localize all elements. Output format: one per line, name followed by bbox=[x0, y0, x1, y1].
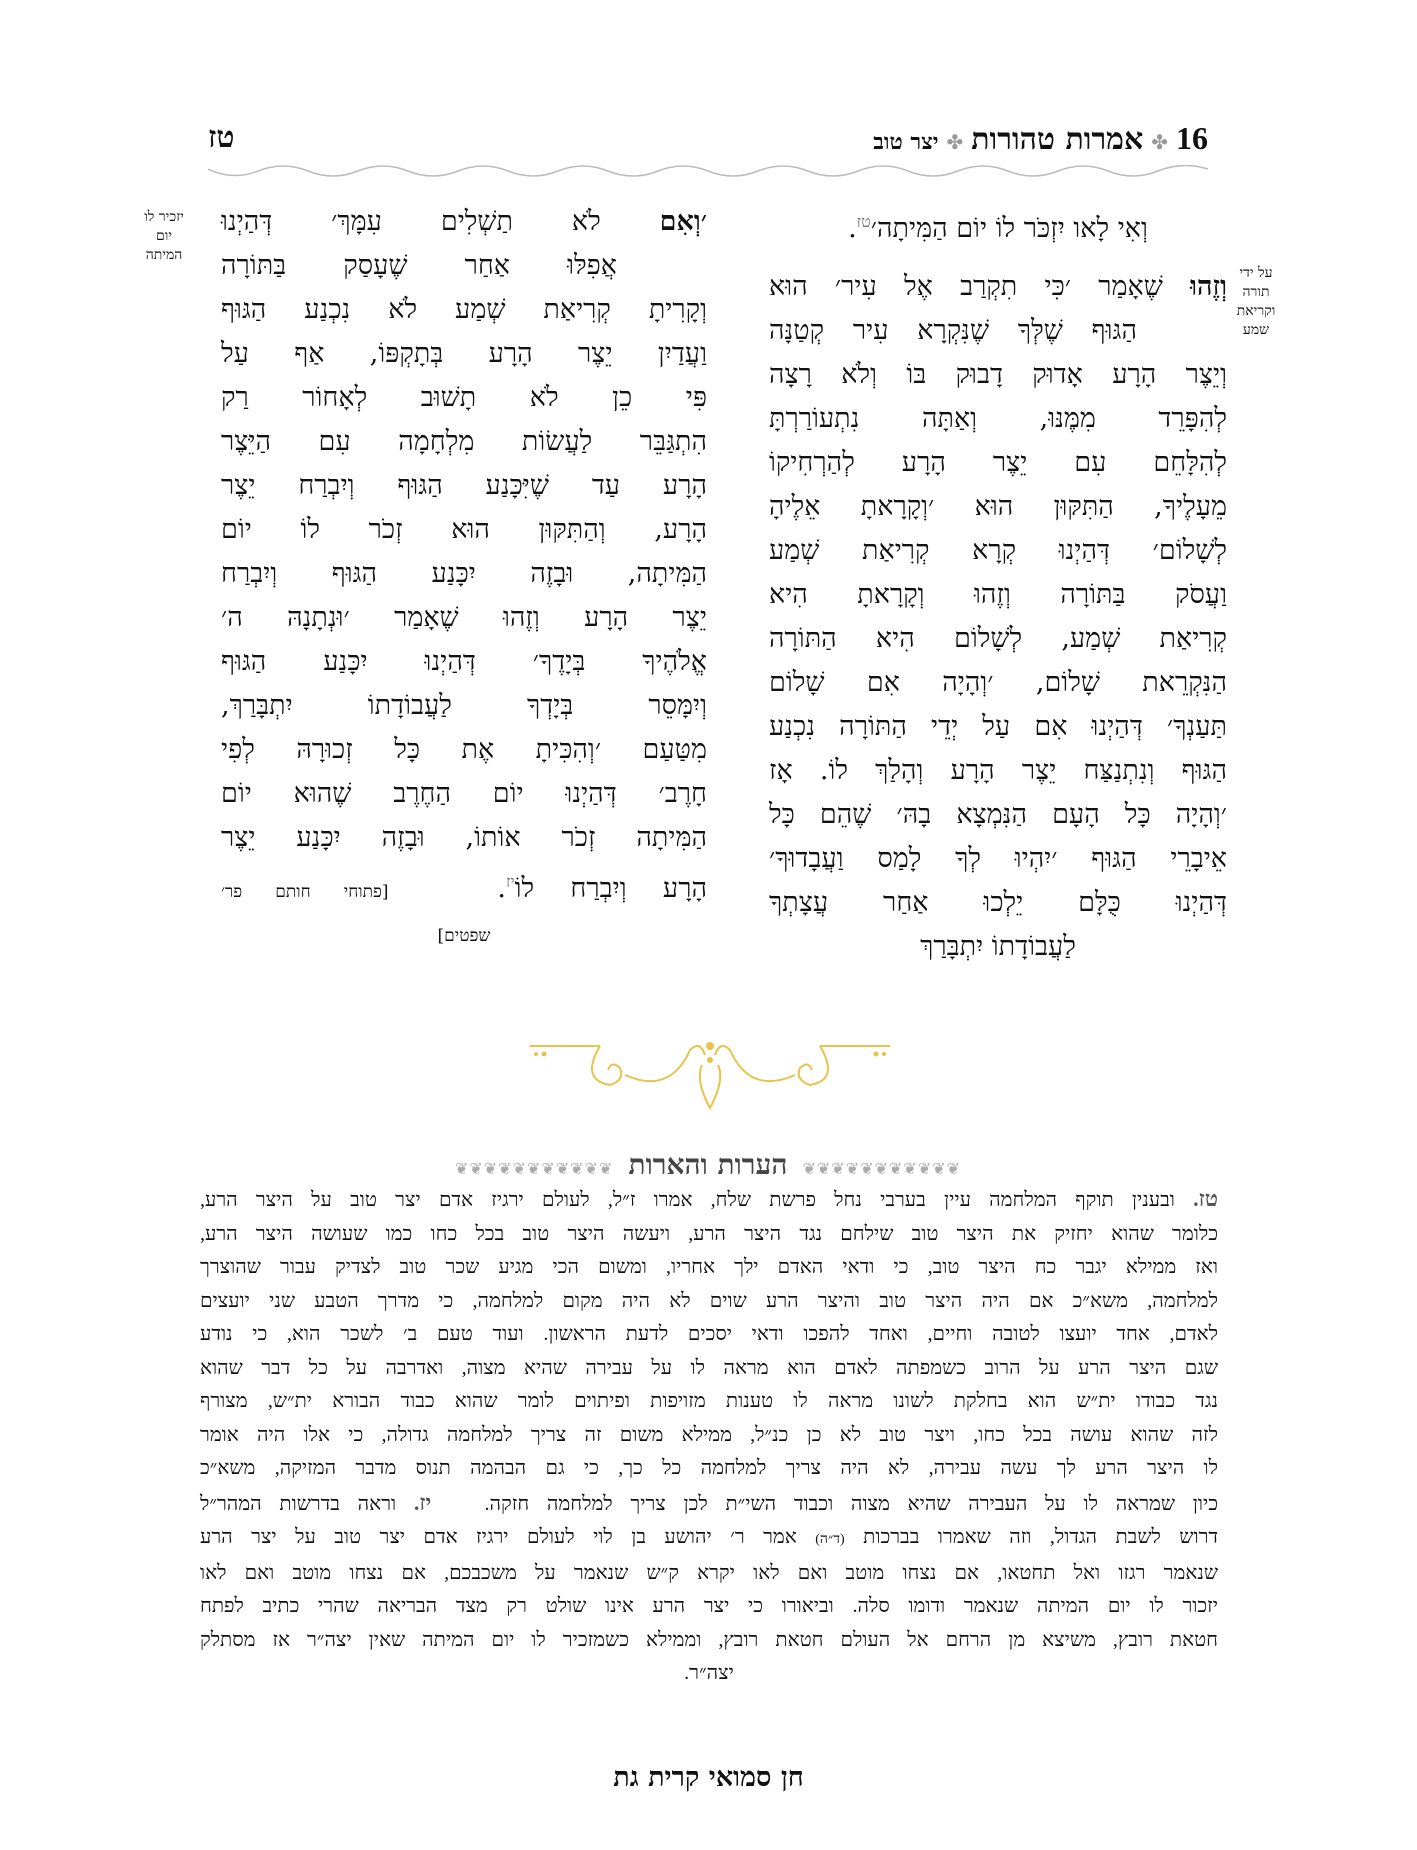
text-line: הַגּוּף שֶׁלְּךָ שֶׁנִּקְרָא עִיר קְטַנָּה bbox=[769, 315, 1137, 346]
text-line: הַמִּיתָה זְכֹר אוֹתוֹ, וּבָזֶה יִכָּנַע יֵצֶר bbox=[221, 822, 707, 853]
text-line: הָרָע וְיִבְרַח לוֹ$^{יז}$. [פתוחי חותם פר׳ bbox=[221, 872, 707, 904]
text-line: אֱלֹהֶיךָ בְּיָדֶךָ׳ דְּהַיְנוּ יִכָּנַע הַגּוּף bbox=[221, 646, 707, 677]
note-line bbox=[200, 1486, 1218, 1522]
text-line: לְשָׁלוֹם׳ דְּהַיְנוּ קְרָא קְרִיאַת שְׁמַע bbox=[769, 535, 1227, 566]
book-title: אמרות טהורות bbox=[971, 122, 1144, 157]
page-footer: חן סמואי קרית גת bbox=[613, 1762, 804, 1793]
footnote-marker: יז bbox=[505, 872, 515, 891]
note-marker: טז. bbox=[1193, 1186, 1219, 1211]
text-line: דְּהַיְנוּ כֻּלָּם יֵלְכוּ אַחַר עֲצָתְךָ bbox=[769, 887, 1227, 918]
note-text: דרוש לשבת הגדול, וזה שאמרו בברכות bbox=[863, 1526, 1219, 1548]
note-line: ואז ממילא יגבר כח היצר טוב, כי ודאי האדם ילך אחריו, ומשום הכי מגיע שכר טוב לצדיק עבור שהוצרך bbox=[200, 1256, 1218, 1278]
text-line: לַעֲבוֹדָתוֹ יִתְבָּרַךְ bbox=[920, 931, 1076, 962]
text-line bbox=[769, 265, 1227, 309]
text-line: הַמִּיתָה, וּבָזֶה יִכָּנַע הַגּוּף וְיִבְרַח bbox=[221, 558, 707, 589]
text-line: לְהִלָּחֵם עִם יֵצֶר הָרָע לְהַרְחִיקוֹ bbox=[769, 447, 1227, 478]
note-line: נגד כבודו ית״ש הוא בחלקת לשונו מראה לו טענות מזויפות ופיתוים לומר שהוא כבוד הבורא ית״ש, מצורף bbox=[200, 1390, 1218, 1412]
lead-word: וְזֶהוּ bbox=[1190, 271, 1227, 302]
text-line: לְהִפָּרֵד מִמֶּנּוּ, וְאַתָּה נִתְעוֹרַרְתָּ bbox=[769, 403, 1227, 434]
text-line: מִטַּעַם ׳וְהִכִּיתָ אֶת כָּל זְכוּרָהּ לְפִי bbox=[221, 734, 707, 765]
text-line: אֵיבָרֵי הַגּוּף ׳יִהְיוּ לְךָ לָמַס וַעֲבָדוּךָ׳ bbox=[769, 843, 1227, 874]
line-text: שֶׁאָמַר ׳כִּי תִקְרַב אֶל עִיר׳ הוּא bbox=[769, 271, 1163, 302]
text-line: הָרָע עַד שֶׁיִּכָּנַע הַגּוּף וְיִבְרַח יֵצֶר bbox=[221, 470, 707, 501]
text-line: פִּי כֵן לֹא תָשׁוּב לְאָחוֹר רַק bbox=[221, 382, 707, 413]
note-marker: יז. bbox=[413, 1489, 432, 1515]
note-line: למלחמה, משא״כ אם היה היצר טוב והיצר הרע שוים לא היה מקום למלחמה, כי מדרך הטבע שני יועצים bbox=[200, 1289, 1218, 1312]
footnote-marker: טז bbox=[856, 212, 871, 231]
note-line: חטאת רובץ, משיצא מן הרחם אל העולם חטאת רובץ, וממילא כשמזכיר לו יום המיתה שאין יצה״ר אז מסתלק bbox=[200, 1628, 1218, 1651]
text-line bbox=[221, 200, 707, 244]
note-line bbox=[200, 1182, 1218, 1218]
opening-text: וְאִי לָאו יִזְכֹּר לוֹ יוֹם הַמִּיתָה׳ bbox=[870, 213, 1148, 244]
note-line: לו היצר הרע לך עשה עבירה, לא היה צריך למלחמה כל כך, כי גם הבהמה תנוס מדבר המזיקה, משא״כ bbox=[200, 1457, 1218, 1479]
text-line: קְרִיאַת שְׁמַע, לְשָׁלוֹם הִיא הַתּוֹרָה bbox=[769, 623, 1227, 654]
note-line: יזכור לו יום המיתה שנאמר ודומו סלה. וביאורו כי יצר הרע אינו שולט רק מצד הבריאה שהרי כתיב לפתח bbox=[200, 1595, 1218, 1617]
fleuron-icon: ✤ bbox=[946, 130, 964, 154]
note-line: שגם היצר הרע על הרוב כשמפתה לאדם הוא מראה לו על עבירה שהיא מצוה, ואדרבה על כל דבר שהוא bbox=[200, 1356, 1218, 1379]
page-header bbox=[208, 120, 1208, 170]
page-number: 16 bbox=[1176, 120, 1208, 156]
text-line: אֲפִלּוּ אַחַר שֶׁעָסַק בַּתּוֹרָה bbox=[221, 250, 617, 281]
section-title: יצר טוב bbox=[873, 129, 939, 155]
header-scroll-rule bbox=[208, 165, 1208, 181]
text-line: וַעֲדַיִן יֵצֶר הָרָע בְּתָקְפּוֹ, אַף עַל bbox=[221, 338, 707, 369]
note-text: כיון שמראה לו על העבירה שהיא מצוה וכבוד השי״ת לכן צריך למלחמה חזקה. bbox=[484, 1492, 1219, 1515]
text-line: חָרֶב׳ דְּהַיְנוּ יוֹם הַחֶרֶב שֶׁהוּא יוֹם bbox=[221, 778, 707, 809]
running-title bbox=[873, 120, 1208, 157]
margin-note-line: תורה bbox=[1242, 284, 1270, 300]
note-line: לאדם, אחד יועצו לטובה וחיים, ואחד להפכו ודאי יסכים לדעת הראשון. ועוד טעם ב׳ לשכר הוא, כי נודע bbox=[200, 1323, 1218, 1345]
left-column bbox=[221, 200, 707, 958]
fleuron-icon: ✤ bbox=[1151, 130, 1168, 154]
text-line: יֵצֶר הָרָע וְזֶהוּ שֶׁאָמַר ׳וּנְתָנָהּ ה׳ bbox=[221, 602, 707, 633]
text-line: וְיִמָּסֵר בְּיָדְךָ לַעֲבוֹדָתוֹ יִתְבָּרַךְ, bbox=[221, 690, 707, 721]
note-line: יצה״ר. bbox=[684, 1662, 734, 1684]
text-line: הָרָע, וְהַתִּקּוּן הוּא זְכֹר לוֹ יוֹם bbox=[221, 514, 707, 545]
note-text: אמר ר׳ יהושע בן לוי לעולם ירגיז אדם יצר טוב על יצר הרע bbox=[200, 1526, 797, 1548]
notes-title: הערות והארות bbox=[628, 1148, 788, 1181]
text-line: וַעֲסֹק בַּתּוֹרָה וְזֶהוּ וְקָרָאתָ הִיא bbox=[769, 579, 1227, 610]
margin-note-left bbox=[129, 208, 199, 265]
text-line: וְיֵצֶר הָרָע אָדוּק דָבוּק בּוֹ וְלֹא רָצָה bbox=[769, 359, 1227, 390]
ornament-divider-icon: ❦❦❦❦❦❦❦❦❦❦❦ bbox=[454, 1159, 614, 1178]
line-text: הָרָע וְיִבְרַח לוֹ bbox=[514, 873, 707, 904]
margin-note-line: וקריאת bbox=[1236, 303, 1276, 319]
opening-line: וְאִי לָאו יִזְכֹּר לוֹ יוֹם הַמִּיתָה׳$^{טז}$. bbox=[848, 212, 1148, 244]
note-text: וראה בדרשות המהר״ל bbox=[200, 1492, 397, 1515]
note-line: כלומר שהוא יחזיק את היצר טוב שילחם נגד היצר הרע, ויעשה היצר טוב בכל כחו כמו שעושה היצר הרע, bbox=[200, 1222, 1218, 1245]
right-column bbox=[769, 200, 1227, 969]
margin-note-line: על ידי bbox=[1239, 265, 1273, 281]
margin-note-line: יזכיר לו bbox=[144, 209, 184, 225]
text-line: הַגּוּף וְנִתְנַצַּח יֵצֶר הָרָע וְהָלַךְ לוֹ. אָז bbox=[769, 755, 1227, 786]
text-line: מֵעָלֶיךָ, הַתִּקּוּן הוּא ׳וְקָרָאתָ אֵלֶיהָ bbox=[769, 491, 1227, 522]
notes-heading bbox=[208, 1148, 1208, 1182]
text-line: הַנִּקְרֵאת שָׁלוֹם, ׳וְהָיָה אִם שָׁלוֹם bbox=[769, 667, 1227, 698]
note-line bbox=[200, 1521, 1218, 1557]
hebrew-page-number: טז bbox=[208, 120, 235, 155]
margin-note-line: המיתה bbox=[145, 247, 183, 263]
margin-note-line: שמע bbox=[1242, 322, 1270, 338]
text-line: וְקָרִיתָ קְרִיאַת שְׁמַע לֹא נִכְנַע הַגּוּף bbox=[221, 294, 707, 325]
notes-section bbox=[200, 1182, 1218, 1691]
text-line: ׳וְהָיָה כָּל הָעָם הַנִּמְצָא בָהּ׳ שֶׁהֵם כָּל bbox=[769, 799, 1227, 830]
line-text: לֹא תַשְׁלִים עִמָּךְ׳ דְּהַיְנוּ bbox=[221, 206, 601, 237]
note-line: לזה שהוא עושה בכל כחו, ויצר טוב לא כן כנ״ל, ממילא משום זה צריך למלחמה גדולה, כי אלו היה אומר bbox=[200, 1423, 1218, 1446]
ornament-divider-icon: ❦❦❦❦❦❦❦❦❦❦❦ bbox=[802, 1159, 962, 1178]
note-small-ref: (ד״ה) bbox=[815, 1532, 845, 1547]
source-reference: [פתוחי חותם פר׳ bbox=[221, 882, 389, 902]
margin-note-right bbox=[1230, 264, 1282, 340]
lead-word: ׳וְאִם bbox=[659, 206, 707, 237]
text-line: הִתְגַּבֵּר לַעֲשׂוֹת מִלְחָמָה עִם הַיֵּצֶר bbox=[221, 426, 707, 457]
margin-note-line: יום bbox=[156, 228, 172, 244]
note-line: שנאמר רגזו ואל תחטאו, אם נצחו מוטב ואם לאו יקרא ק״ש שנאמר על משכבכם, אם נצחו מוטב ואם לאו bbox=[200, 1561, 1218, 1584]
note-text: ובענין תוקף המלחמה עיין בערבי נחל פרשת שלח, אמרו ז״ל, לעולם ירגיז אדם יצר טוב על היצר הרע, bbox=[200, 1189, 1175, 1211]
gold-flourish-divider bbox=[530, 1040, 890, 1110]
text-line: תַּעַנְךָ׳ דְּהַיְנוּ אִם עַל יְדֵי הַתּוֹרָה נִכְנַע bbox=[769, 711, 1227, 742]
source-reference: שפטים] bbox=[437, 926, 491, 946]
